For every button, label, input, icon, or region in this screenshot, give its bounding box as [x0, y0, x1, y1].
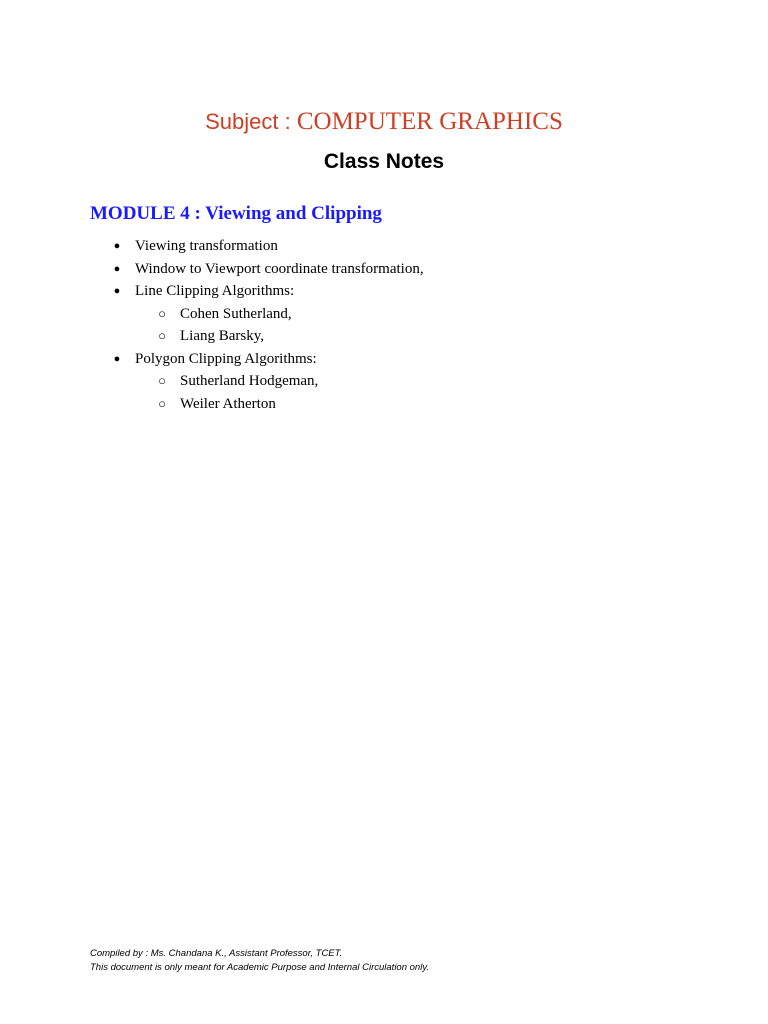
hollow-bullet-icon: ○ — [158, 395, 166, 411]
sub-list-item — [110, 303, 424, 326]
list-item-label: Cohen Sutherland, — [180, 305, 292, 322]
doc-type-heading: Class Notes — [323, 150, 445, 173]
list-item-label: Viewing transformation — [135, 238, 278, 254]
topic-list — [110, 235, 424, 415]
hollow-bullet-icon: ○ — [158, 373, 166, 388]
list-item-label: Weiler Atherton — [180, 395, 276, 412]
sub-list-item — [110, 370, 424, 393]
footer-compiled-by: Compiled by : Ms. Chandana K., Assistant Professor, TCET. — [90, 948, 343, 959]
filled-bullet-icon: ● — [113, 240, 121, 252]
hollow-bullet-icon: ○ — [158, 305, 166, 321]
hollow-bullet-icon: ○ — [158, 328, 166, 343]
filled-bullet-icon: ● — [113, 262, 121, 275]
module-heading: MODULE 4 : Viewing and Clipping — [90, 203, 382, 224]
footer — [90, 947, 429, 975]
list-item — [110, 235, 424, 258]
list-item-label: Polygon Clipping Algorithms: — [135, 350, 317, 367]
list-item-label: Line Clipping Algorithms: — [135, 283, 295, 299]
filled-bullet-icon: ● — [113, 352, 121, 365]
list-item — [110, 280, 424, 303]
list-item — [110, 258, 424, 281]
subject-title — [0, 106, 768, 138]
filled-bullet-icon: ● — [113, 285, 121, 297]
subject-prefix: Subject : — [205, 109, 297, 134]
list-item-label: Liang Barsky, — [180, 328, 265, 344]
footer-notice: This document is only meant for Academic Purpose and Internal Circulation only. — [90, 962, 429, 973]
list-item — [110, 348, 424, 371]
list-item-label: Sutherland Hodgeman, — [180, 373, 319, 389]
list-item-label: Window to Viewport coordinate transformation, — [135, 260, 424, 277]
sub-list-item — [110, 325, 424, 348]
subject-name: COMPUTER GRAPHICS — [296, 108, 563, 135]
sub-list-item — [110, 393, 424, 416]
